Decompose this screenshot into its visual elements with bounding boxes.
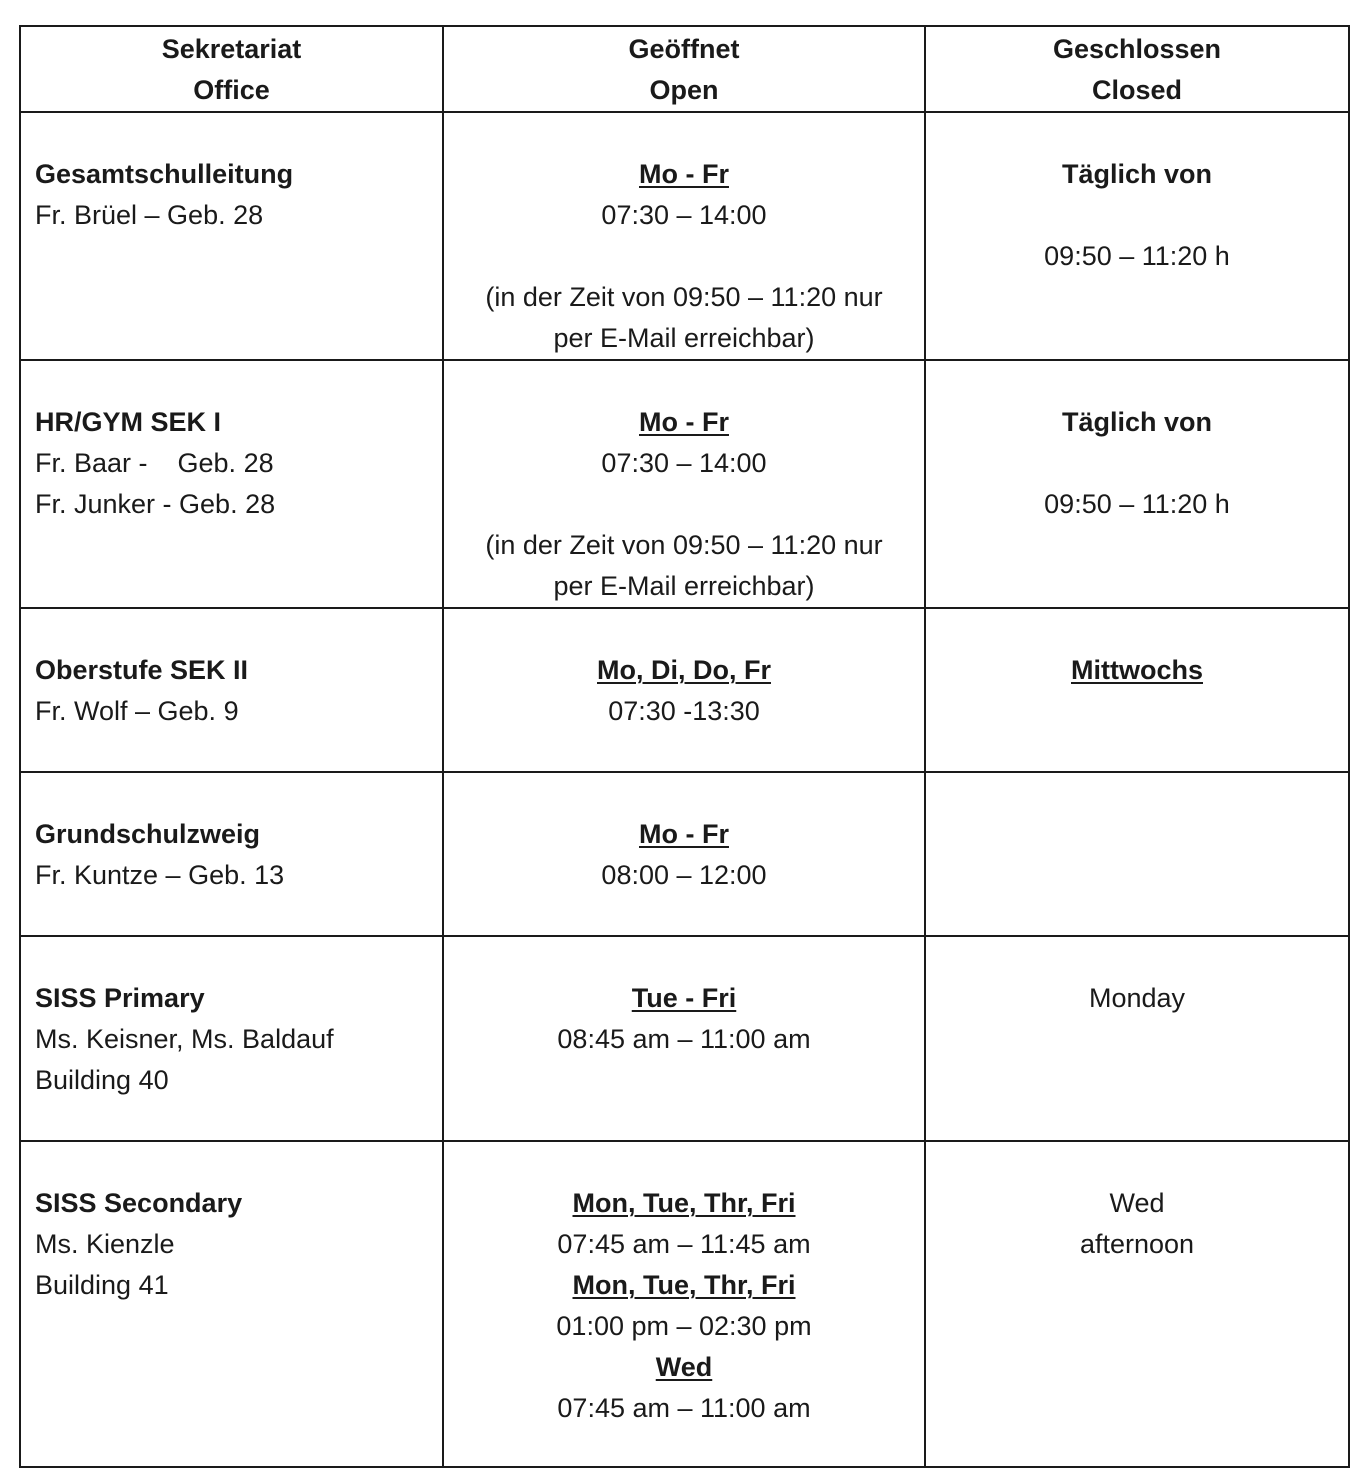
- closed-cell: [925, 112, 1349, 360]
- office-cell: [20, 772, 443, 936]
- open-time: 07:45 am – 11:45 am: [557, 1229, 811, 1259]
- closed-cell: [925, 1141, 1349, 1467]
- open-days: Mo, Di, Do, Fr: [597, 655, 771, 685]
- office-name: SISS Primary: [35, 983, 205, 1013]
- table-row: [20, 112, 1349, 360]
- closed-cell: [925, 360, 1349, 608]
- open-cell: [443, 936, 925, 1141]
- closed-text: afternoon: [1079, 1229, 1195, 1259]
- office-hours-table: [19, 25, 1350, 1468]
- office-cell: [20, 936, 443, 1141]
- closed-cell: [925, 936, 1349, 1141]
- open-note: (in der Zeit von 09:50 – 11:20 nur: [485, 530, 883, 560]
- closed-cell: [925, 608, 1349, 772]
- office-contact: Ms. Kienzle: [35, 1229, 175, 1259]
- header-open: [443, 26, 925, 112]
- office-name: HR/GYM SEK I: [35, 407, 222, 437]
- header-open-de: Geöffnet: [628, 34, 740, 64]
- open-cell: [443, 1141, 925, 1467]
- office-name: Grundschulzweig: [35, 819, 261, 849]
- open-note: (in der Zeit von 09:50 – 11:20 nur: [485, 282, 883, 312]
- closed-text: Monday: [1088, 983, 1186, 1013]
- header-closed: [925, 26, 1349, 112]
- open-cell: [443, 608, 925, 772]
- open-days: Mon, Tue, Thr, Fri: [572, 1188, 796, 1218]
- open-note: per E-Mail erreichbar): [553, 323, 815, 353]
- office-cell: [20, 608, 443, 772]
- open-cell: [443, 772, 925, 936]
- table-row: [20, 608, 1349, 772]
- open-time: 01:00 pm – 02:30 pm: [556, 1311, 812, 1341]
- open-days: Tue - Fri: [631, 983, 737, 1013]
- open-time: 07:30 -13:30: [608, 696, 760, 726]
- office-contact: Building 41: [35, 1270, 169, 1300]
- table-row: [20, 772, 1349, 936]
- open-days: Mo - Fr: [639, 159, 729, 189]
- header-office-de: Sekretariat: [161, 34, 302, 64]
- office-contact: Fr. Baar - Geb. 28: [35, 448, 274, 478]
- office-contact: Fr. Kuntze – Geb. 13: [35, 860, 285, 890]
- office-contact: Fr. Wolf – Geb. 9: [35, 696, 239, 726]
- office-contact: Fr. Junker - Geb. 28: [35, 489, 276, 519]
- closed-cell: [925, 772, 1349, 936]
- office-cell: [20, 112, 443, 360]
- header-closed-de: Geschlossen: [1052, 34, 1222, 64]
- closed-time: 09:50 – 11:20 h: [1044, 489, 1230, 519]
- office-cell: [20, 1141, 443, 1467]
- open-days: Mo - Fr: [639, 407, 729, 437]
- open-days: Mon, Tue, Thr, Fri: [572, 1270, 796, 1300]
- closed-time: 09:50 – 11:20 h: [1044, 241, 1230, 271]
- header-office: [20, 26, 443, 112]
- open-time: 07:30 – 14:00: [601, 448, 767, 478]
- office-name: SISS Secondary: [35, 1188, 243, 1218]
- open-time: 07:45 am – 11:00 am: [557, 1393, 811, 1423]
- open-time: 07:30 – 14:00: [601, 200, 767, 230]
- table-header-row: [20, 26, 1349, 112]
- table-row: [20, 360, 1349, 608]
- open-note: per E-Mail erreichbar): [553, 571, 815, 601]
- open-time: 08:45 am – 11:00 am: [557, 1024, 811, 1054]
- office-cell: [20, 360, 443, 608]
- open-days: Mo - Fr: [639, 819, 729, 849]
- open-time: 08:00 – 12:00: [601, 860, 767, 890]
- table-row: [20, 936, 1349, 1141]
- open-days: Wed: [655, 1352, 713, 1382]
- closed-title: Mittwochs: [1071, 655, 1203, 685]
- office-contact: Ms. Keisner, Ms. Baldauf: [35, 1024, 334, 1054]
- table-row: [20, 1141, 1349, 1467]
- closed-title: Täglich von: [1061, 407, 1213, 437]
- open-cell: [443, 112, 925, 360]
- header-closed-en: Closed: [1091, 75, 1183, 105]
- header-office-en: Office: [193, 75, 270, 105]
- office-contact: Building 40: [35, 1065, 169, 1095]
- office-name: Oberstufe SEK II: [35, 655, 249, 685]
- open-cell: [443, 360, 925, 608]
- closed-title: Täglich von: [1061, 159, 1213, 189]
- office-name: Gesamtschulleitung: [35, 159, 294, 189]
- office-contact: Fr. Brüel – Geb. 28: [35, 200, 264, 230]
- closed-text: Wed: [1109, 1188, 1165, 1218]
- header-open-en: Open: [649, 75, 719, 105]
